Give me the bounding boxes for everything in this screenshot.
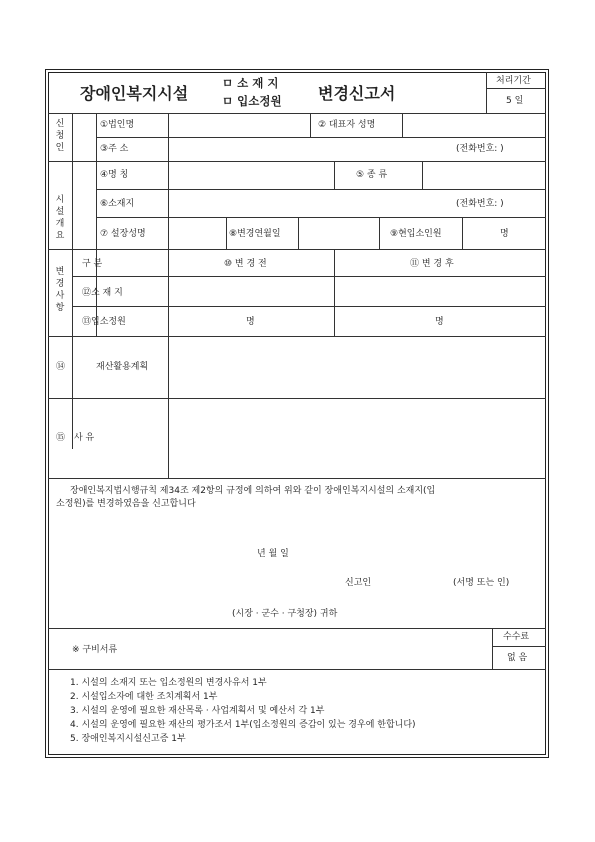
declaration-line1: 장애인복지법시행규칙 제34조 제2항의 규정에 의하여 위와 같이 장애인복지시설의 소재지(입 [70,486,436,496]
capacity-before-unit: 명 [246,317,255,327]
facility-phone: (전화번호: ) [456,199,504,209]
property-plan-number: ⑭ [56,362,66,372]
applicant-section-label: 신청인 [55,119,65,153]
reporter-name-field[interactable] [380,574,446,590]
attachment-item: 4. 시설의 운영에 필요한 재산의 평가조서 1부(입소정원의 증감이 있는 경우에 한합니다) [70,720,416,730]
processing-period-value: 5 일 [506,96,524,106]
location-before-field[interactable] [169,277,333,305]
location-after-field[interactable] [335,277,545,305]
change-date-label: ⑧변경연월일 [229,229,281,239]
attachment-item: 5. 장애인복지시설신고증 1부 [70,734,186,744]
changes-capacity-label: ⑬입소정원 [82,317,126,327]
applicant-phone: (전화번호: ) [456,144,504,154]
facility-kind-field[interactable] [423,162,545,188]
attachments-header: ※ 구비서류 [72,645,118,655]
establisher-field[interactable] [169,218,225,248]
corp-name-label: ①법인명 [100,120,135,130]
signature-label: (서명 또는 인) [453,578,510,588]
address-label: ③주 소 [100,144,129,154]
title-right: 변경신고서 [318,84,396,103]
changes-location-label: ⑫소 재 지 [82,288,123,298]
after-header: ⑪ 변 경 후 [410,259,454,269]
capacity-after-unit: 명 [435,317,444,327]
category-header: 구 분 [82,259,103,269]
current-residents-label: ⑨현입소인원 [390,229,442,239]
attachment-item: 1. 시설의 소재지 또는 입소정원의 변경사유서 1부 [70,678,267,688]
title-option-location: ㅁ 소 재 지 [222,76,279,90]
reason-label: 사 유 [74,433,95,443]
attachment-item: 3. 시설의 운영에 필요한 재산목록 · 사업계획서 및 예산서 각 1부 [70,706,325,716]
reason-number: ⑮ [56,433,66,443]
facility-kind-label: ⑤ 종 류 [356,170,388,180]
before-header: ⑩ 변 경 전 [224,259,267,269]
establisher-label: ⑦ 설장성명 [100,229,146,239]
title-option-capacity: ㅁ 입소정원 [222,94,282,108]
rep-name-label: ② 대표자 성명 [318,120,376,130]
fee-value: 없 음 [507,653,528,663]
property-plan-field[interactable] [169,337,545,397]
facility-name-label: ④명 칭 [100,170,129,180]
reporter-label: 신고인 [345,578,372,588]
declaration-date: 년 월 일 [257,549,289,559]
title-left: 장애인복지시설 [80,84,189,103]
rep-name-field[interactable] [403,114,545,134]
property-plan-label: 재산활용계획 [96,362,149,372]
facility-name-field[interactable] [169,162,333,188]
current-residents-unit: 명 [500,229,509,239]
corp-name-field[interactable] [169,114,309,134]
facility-location-label: ⑥소재지 [100,199,135,209]
declaration-line2: 소정원)를 변경하였음을 신고합니다 [56,499,196,509]
addressee: (시장 · 군수 · 구청장) 귀하 [232,609,338,619]
changes-section-label: 변경사항 [55,267,65,313]
fee-label: 수수료 [503,632,530,642]
attachment-item: 2. 시설입소자에 대한 조치계획서 1부 [70,692,218,702]
facility-section-label: 시 설 개 요 [55,195,65,241]
reason-field[interactable] [169,399,545,477]
change-date-field[interactable] [299,218,378,248]
processing-period-label: 처리기간 [496,76,531,86]
